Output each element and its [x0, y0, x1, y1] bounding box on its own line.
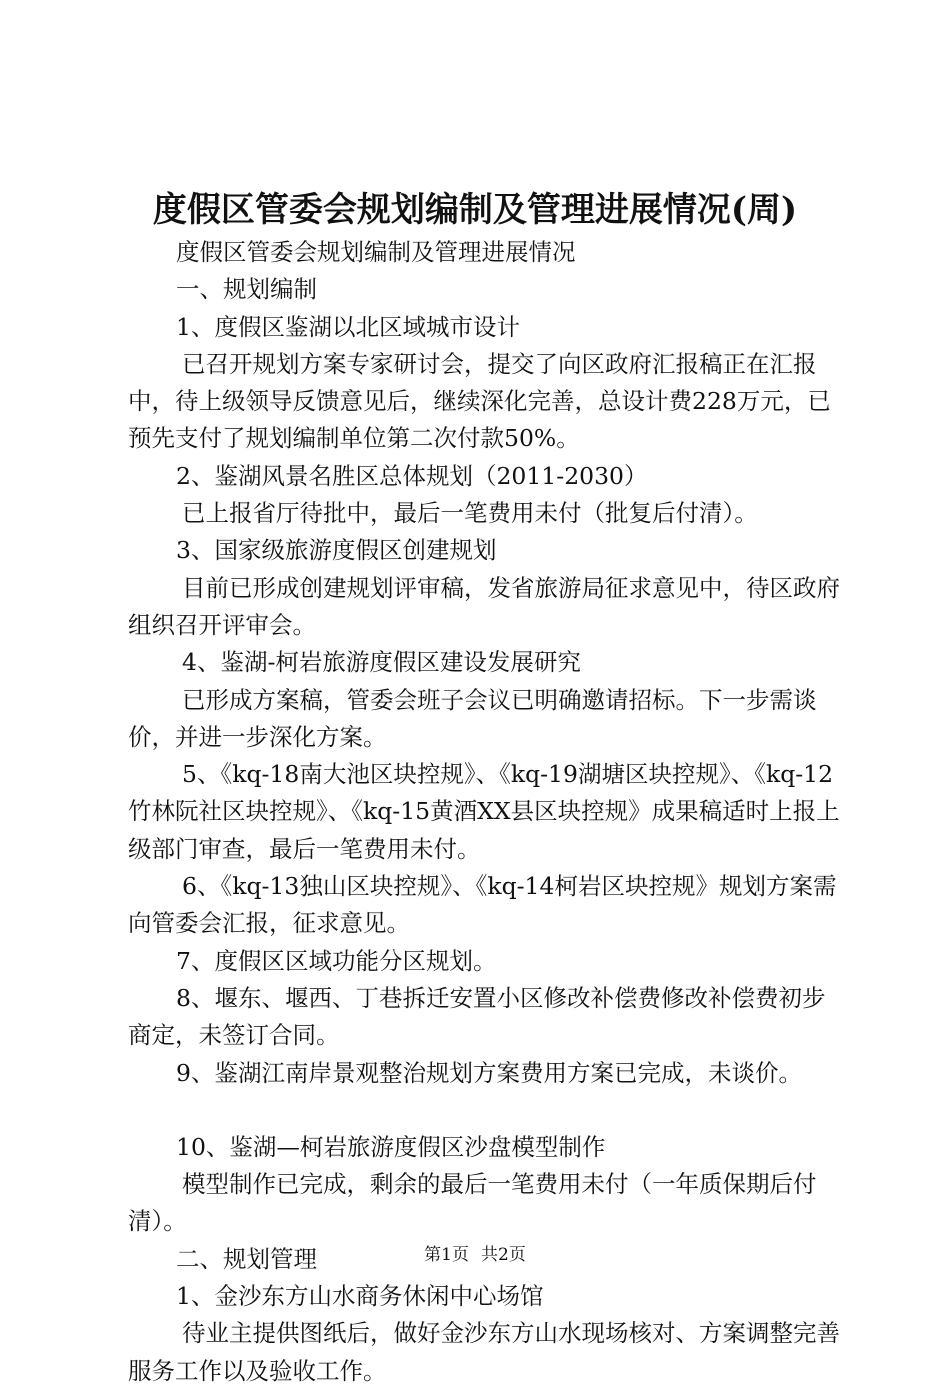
- mgmt-item-body-1: 待业主提供图纸后，做好金沙东方山水现场核对、方案调整完善服务工作以及验收工作。: [128, 1319, 840, 1385]
- document-body: [128, 234, 840, 1390]
- item-8: 8、堰东、堰西、丁巷拆迁安置小区修改补偿费修改补偿费初步商定，未签订合同。: [128, 983, 826, 1050]
- section-heading-management: 二、规划管理: [176, 1244, 317, 1273]
- item-body-10: 模型制作已完成，剩余的最后一笔费用未付（一年质保期后付清）。: [128, 1170, 817, 1236]
- item-body-2: 已上报省厅待批中，最后一笔费用未付（批复后付清）。: [182, 499, 758, 528]
- item-heading-10: 10、鉴湖—柯岩旅游度假区沙盘模型制作: [176, 1132, 606, 1161]
- subtitle: 度假区管委会规划编制及管理进展情况: [176, 238, 576, 266]
- item-heading-1: 1、度假区鉴湖以北区域城市设计: [176, 312, 520, 341]
- item-body-4: 已形成方案稿，管委会班子会议已明确邀请招标。下一步需谈价，并进一步深化方案。: [128, 685, 817, 751]
- page-footer: [0, 1243, 950, 1267]
- item-7: 7、度假区区域功能分区规划。: [176, 946, 497, 975]
- item-6: 6、《kq-13独山区块控规》、《kq-14柯岩区块控规》规划方案需向管委会汇报，征求意见。: [128, 872, 837, 938]
- document-title: 度假区管委会规划编制及管理进展情况(周): [152, 190, 798, 230]
- item-5: 5、《kq-18南大池区块控规》、《kq-19湖塘区块控规》、《kq-12竹林阮社区块控规》、《kq-15黄酒XX县区块控规》成果稿适时上报上级部门审查，最后一笔费用未付。: [128, 760, 840, 863]
- item-heading-4: 4、鉴湖-柯岩旅游度假区建设发展研究: [182, 648, 581, 677]
- mgmt-item-heading-1: 1、金沙东方山水商务休闲中心场馆: [176, 1282, 544, 1311]
- item-body-3: 目前已形成创建规划评审稿，发省旅游局征求意见中，待区政府组织召开评审会。: [128, 573, 840, 639]
- item-9: 9、鉴湖江南岸景观整治规划方案费用方案已完成，未谈价。: [176, 1058, 802, 1087]
- blank-line: [128, 1092, 840, 1129]
- section-heading-planning: 一、规划编制: [176, 275, 317, 304]
- page-number: 第1页: [424, 1245, 469, 1265]
- item-heading-3: 3、国家级旅游度假区创建规划: [176, 536, 497, 565]
- page-total: 共2页: [481, 1245, 526, 1265]
- item-body-1: 已召开规划方案专家研讨会，提交了向区政府汇报稿正在汇报中，待上级领导反馈意见后，继续深化完善，总设计费228万元，已预先支付了规划编制单位第二次付款50%。: [128, 349, 831, 453]
- item-heading-2: 2、鉴湖风景名胜区总体规划（2011-2030）: [176, 461, 648, 490]
